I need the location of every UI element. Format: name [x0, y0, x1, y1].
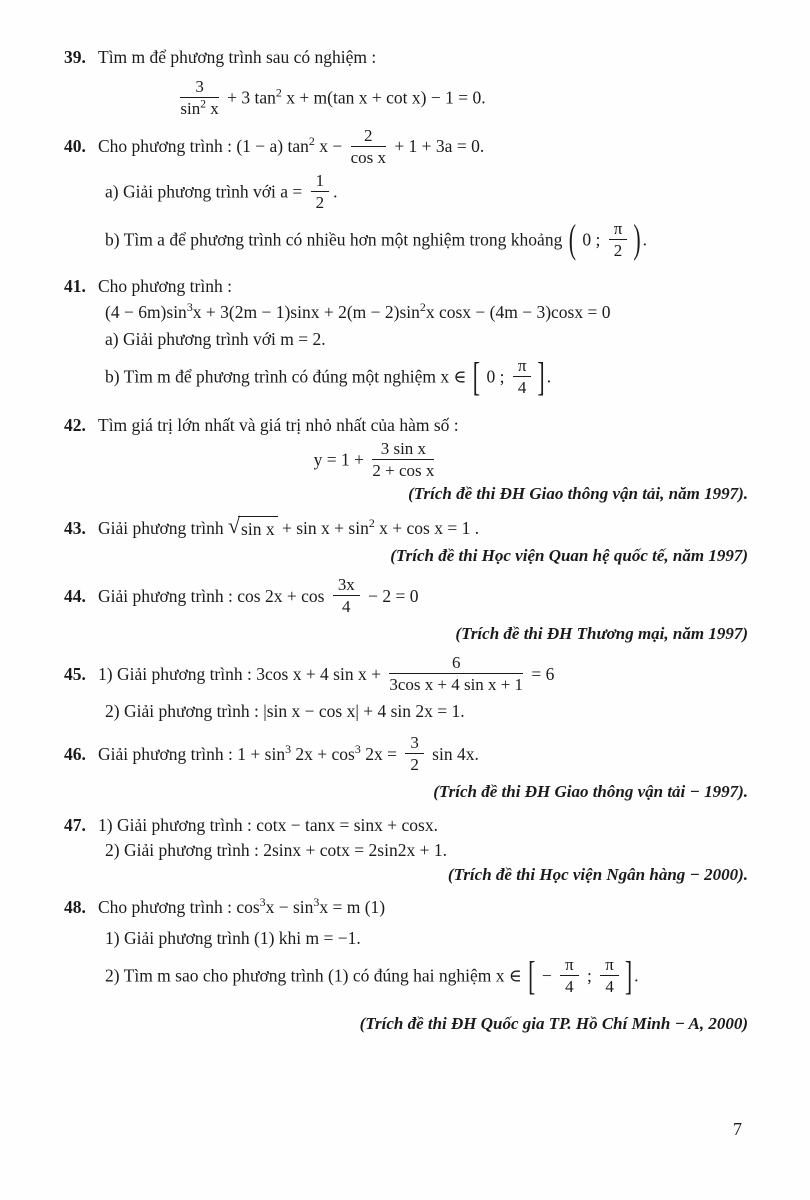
problem-43-statement: Giải phương trình √ sin x + $\sin x + \sin^2 x + \cos x = 1$ .: [98, 514, 480, 540]
problem-39-formula: $\frac{3}{\sin^2 x}$ + 3 $\tan^2 x + m(\tan$ x + cot x) − 1 = 0.: [180, 76, 486, 118]
problem-46-number: 46.: [64, 743, 86, 764]
problem-45-item-2: 2) Giải phương trình : |sin x − cos x| + 4 sin 2x = 1.: [105, 701, 465, 722]
problem-47-number: 47.: [64, 815, 86, 836]
problem-44-line: [64, 577, 748, 618]
problem-39-intro: Tìm m để phương trình sau có nghiệm :: [98, 47, 377, 67]
problem-42-formula: y = 1 + $\frac{\text{3 sin x}}{\text{2 + cos x}}$: [313, 438, 435, 480]
problem-47-item-1-line: [64, 814, 748, 837]
problem-47-citation: (Trích đề thi Học viện Ngân hàng − 2000).: [447, 864, 748, 884]
problem-41-number: 41.: [64, 275, 86, 296]
problem-48-statement: Cho phương trình : $\cos^3x - \sin^3x = m$ (1): [98, 895, 386, 917]
problem-39-intro-line: [64, 46, 748, 69]
problem-48-number: 48.: [64, 896, 86, 917]
problem-41-formula: $(4 - 6m)\sin^3x + 3(2m - 1)\sin x + 2(m - 2)\sin^2x$ cosx − (4m − 3)cosx = 0: [105, 299, 611, 322]
problem-44-statement: Giải phương trình : cos 2x + cos $\frac{3x}{4}$ − 2 = 0: [98, 575, 419, 617]
problem-48-line: [64, 896, 748, 919]
problem-46-line: [64, 735, 748, 776]
problem-45-item-1-line: [64, 655, 748, 696]
problem-43-citation: (Trích đề thi Học viện Quan hệ quốc tế, năm 1997): [390, 546, 748, 566]
problem-41-item-b: b) Tìm m để phương trình có đúng một nghiệm x ∈ [ 0 ; $\frac{\pi}{4}$ ] .: [105, 354, 552, 399]
problem-45-item-1: 1) Giải phương trình : 3cos x + 4 sin x + $\frac{6}{\text{3cos x + 4 sin x + 1}}$ = 6: [98, 653, 555, 695]
page-number: 7: [733, 1119, 742, 1139]
problem-40-item-b: b) Tìm a để phương trình có nhiều hơn một nghiệm trong khoảng ( 0 ; $\frac{\pi}{2}$ ) .: [105, 217, 647, 262]
problem-41-intro: Cho phương trình :: [98, 275, 232, 296]
problem-47-item-2: 2) Giải phương trình : 2sinx + cotx = 2sin2x + 1.: [105, 839, 447, 860]
problem-40-statement: Cho phương trình : (1 − a) $\tan^2 x$ − $\frac{2}{\text{cos x}}$ + 1 + 3a = 0.: [98, 125, 485, 167]
problem-40-item-a: a) Giải phương trình với a = $\frac{1}{2}$ .: [105, 170, 338, 212]
problem-42-intro: Tìm giá trị lớn nhất và giá trị nhỏ nhất của hàm số :: [98, 415, 459, 435]
problem-48-citation: (Trích đề thi ĐH Quốc gia TP. Hồ Chí Minh − A, 2000): [359, 1014, 748, 1034]
problem-40-line: [64, 125, 748, 169]
problem-46-statement: Giải phương trình : $1 + \sin^3 2x + \cos^3 2x$ = $\frac{3}{2}$ sin 4x.: [98, 733, 479, 775]
problem-42-citation: (Trích đề thi ĐH Giao thông vận tải, năm 1997).: [408, 483, 748, 503]
problem-41-intro-line: [64, 275, 748, 298]
problem-46-citation: (Trích đề thi ĐH Giao thông vận tải − 1997).: [433, 782, 748, 802]
problem-48-item-2: 2) Tìm m sao cho phương trình (1) có đúng hai nghiệm x ∈ [ − $\frac{\pi}{4}$ ; $\frac{\pi}{4}$ ] .: [105, 953, 639, 999]
problem-44-citation: (Trích đề thi ĐH Thương mại, năm 1997): [455, 624, 748, 644]
problem-39-number: 39.: [64, 47, 86, 67]
problem-47-item-1: 1) Giải phương trình : cotx − tanx = sinx + cosx.: [98, 815, 438, 836]
problem-40-number: 40.: [64, 136, 86, 157]
problem-48-item-1: 1) Giải phương trình (1) khi m = −1.: [105, 927, 361, 948]
problem-43-line: [64, 514, 748, 542]
problem-45-number: 45.: [64, 663, 86, 684]
problem-43-number: 43.: [64, 517, 86, 538]
problem-41-item-a: a) Giải phương trình với m = 2.: [105, 329, 326, 350]
problem-42-intro-line: [64, 414, 748, 437]
problem-44-number: 44.: [64, 585, 86, 606]
problem-42-number: 42.: [64, 415, 86, 435]
